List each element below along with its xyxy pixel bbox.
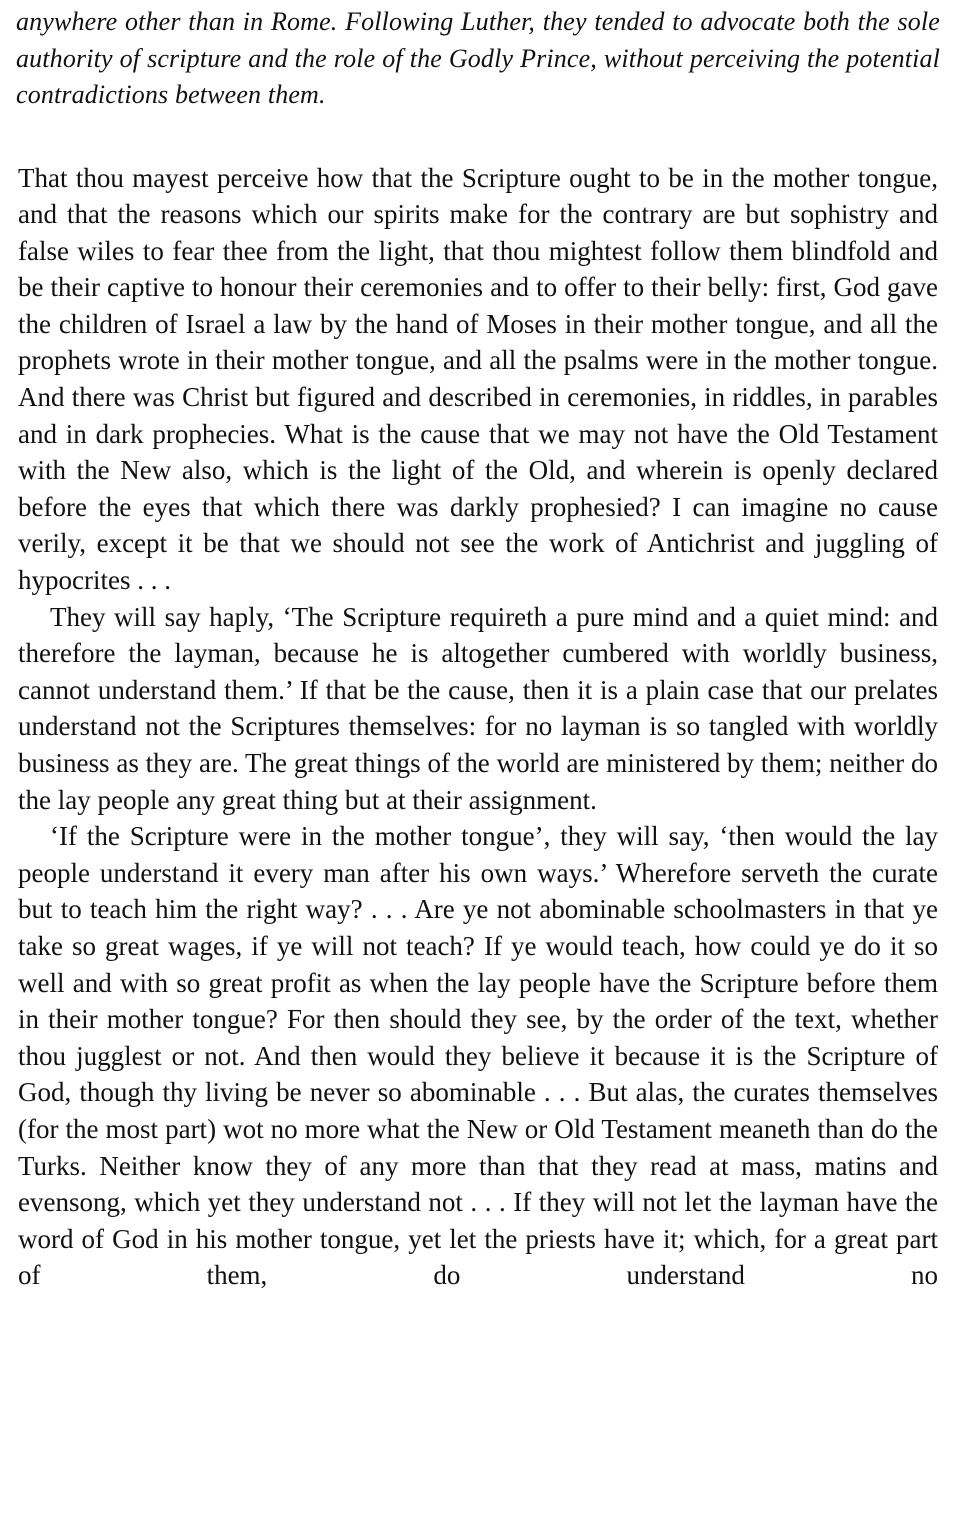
editorial-introduction: anywhere other than in Rome. Following Luther, they tended to advocate both the sole authority of scripture and the role of the Godly Prince, without perceiving the potential contradictions between them.: [16, 7, 940, 109]
extract-paragraph-2: They will say haply, ‘The Scripture requireth a pure mind and a quiet mind: and therefore the layman, because he is altogether cumbered with worldly business, cannot understand them.’ If that be the cause, then it is a plain case that our prelates understand not the Scriptures themselves: for no layman is so tangled with worldly business as they are. The great things of the world are ministered by them; neither do the lay people any great thing but at their assignment.: [18, 601, 938, 815]
extract-paragraph-1: That thou mayest perceive how that the Scripture ought to be in the mother tongue, and that the reasons which our spirits make for the contrary are but sophistry and false wiles to fear thee from the light, that thou mightest follow them blindfold and be their captive to honour their ceremonies and to offer to their belly: first, God gave the children of Israel a law by the hand of Moses in their mother tongue, and all the prophets wrote in their mother tongue, and all the psalms were in the mother tongue. And there was Christ but figured and described in ceremonies, in riddles, in parables and in dark prophecies. What is the cause that we may not have the Old Testament with the New also, which is the light of the Old, and wherein is openly declared before the eyes that which there was darkly prophesied? I can imagine no cause verily, except it be that we should not see the work of Antichrist and juggling of hypocrites . . .: [18, 162, 938, 596]
extract-paragraph-3: ‘If the Scripture were in the mother tongue’, they will say, ‘then would the lay people understand it every man after his own ways.’ Wherefore serveth the curate but to teach him the right way? . . . Are ye not abominable schoolmasters in that ye take so great wages, if ye will not teach? If ye would teach, how could ye do it so well and with so great profit as when the lay people have the Scripture before them in their mother tongue? For then should they see, by the order of the text, whether thou jugglest or not. And then would they believe it because it is the Scripture of God, though thy living be never so abominable . . . But alas, the curates themselves (for the most part) wot no more what the New or Old Testament meaneth than do the Turks. Neither know they of any more than that they read at mass, matins and evensong, which yet they understand not . . . If they will not let the layman have the word of God in his mother tongue, yet let the priests have it; which, for a great part of them, do understand no: [18, 821, 938, 1291]
book-page: [16, 4, 940, 1294]
quoted-extract: [16, 160, 938, 1294]
